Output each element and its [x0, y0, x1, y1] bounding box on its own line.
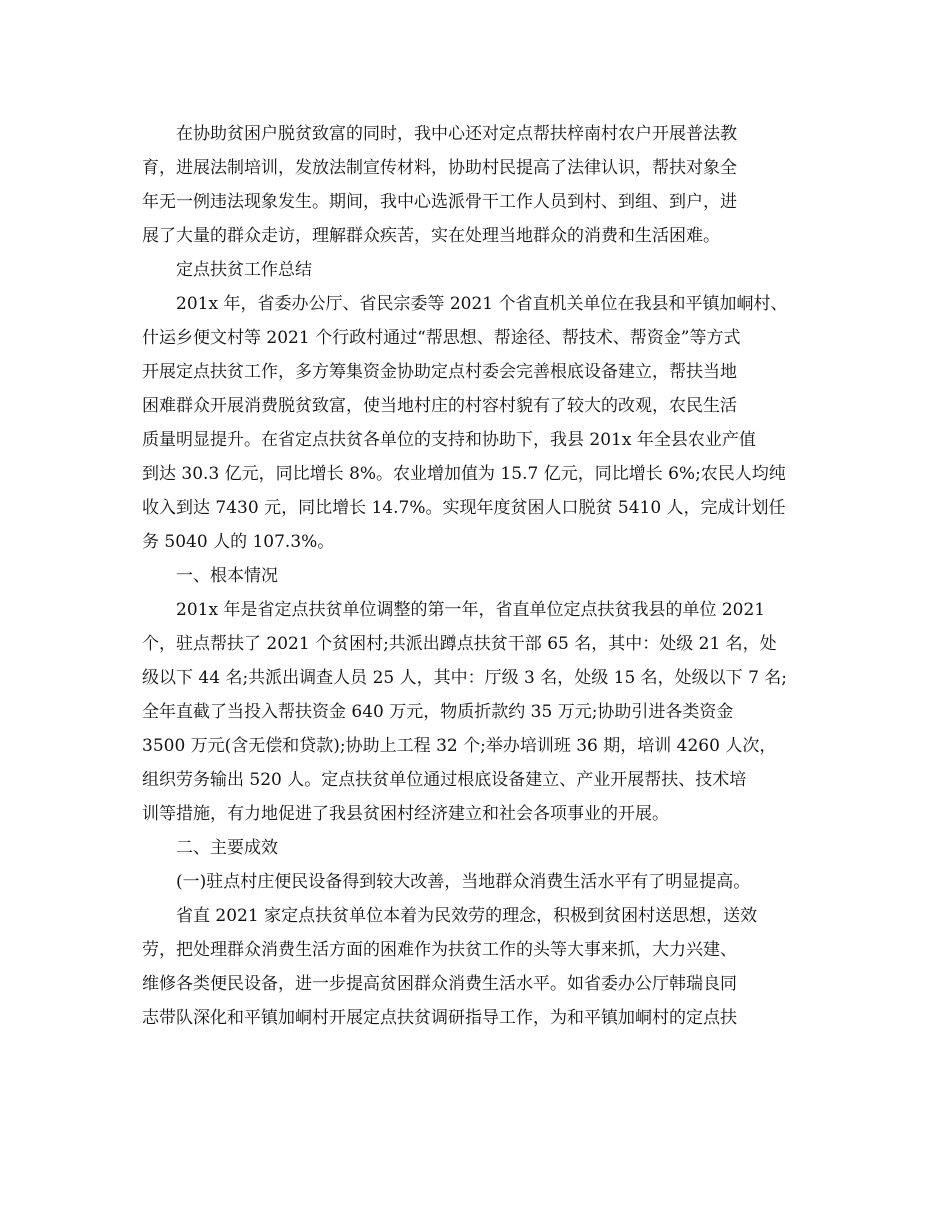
text-line: 在协助贫困户脱贫致富的同时，我中心还对定点帮扶梓南村农户开展普法教	[176, 124, 737, 144]
text-line: 年无一例违法现象发生。期间，我中心选派骨干工作人员到村、到组、到户，进	[142, 192, 737, 212]
section-heading: 一、根本情况	[176, 566, 278, 586]
text-line: 质量明显提升。在省定点扶贫各单位的支持和协助下，我县 201x 年全县农业产值	[142, 430, 756, 450]
text-line: 什运乡便文村等 2021 个行政村通过“帮思想、帮途径、帮技术、帮资金”等方式	[142, 328, 741, 348]
text-line: 全年直截了当投入帮扶资金 640 万元，物质折款约 35 万元;协助引进各类资金	[142, 702, 734, 722]
text-line: 到达 30.3 亿元，同比增长 8%。农业增加值为 15.7 亿元，同比增长 6%;农民人均纯	[142, 464, 786, 484]
text-line: 困难群众开展消费脱贫致富，使当地村庄的村容村貌有了较大的改观，农民生活	[142, 396, 737, 416]
document-body	[142, 117, 812, 1035]
text-line: 省直 2021 家定点扶贫单位本着为民效劳的理念，积极到贫困村送思想，送效	[176, 906, 758, 926]
text-line: 个，驻点帮扶了 2021 个贫困村;共派出蹲点扶贫干部 65 名，其中：处级 21 名，处	[142, 634, 777, 654]
text-line: 劳，把处理群众消费生活方面的困难作为扶贫工作的头等大事来抓，大力兴建、	[142, 940, 737, 960]
section-heading: 定点扶贫工作总结	[176, 260, 312, 280]
text-line: 务 5040 人的 107.3%。	[142, 532, 335, 552]
text-line: 展了大量的群众走访，理解群众疾苦，实在处理当地群众的消费和生活困难。	[142, 226, 720, 246]
text-line: 201x 年，省委办公厅、省民宗委等 2021 个省直机关单位在我县和平镇加峒村、	[176, 294, 788, 314]
text-line: 育，进展法制培训，发放法制宣传材料，协助村民提高了法律认识，帮扶对象全	[142, 158, 737, 178]
text-line: 201x 年是省定点扶贫单位调整的第一年，省直单位定点扶贫我县的单位 2021	[176, 600, 766, 620]
text-line: 维修各类便民设备，进一步提高贫困群众消费生活水平。如省委办公厅韩瑞良同	[142, 974, 737, 994]
text-line: 3500 万元(含无偿和贷款);协助上工程 32 个;举办培训班 36 期，培训 4260 人次，	[142, 736, 777, 756]
text-line: 开展定点扶贫工作，多方筹集资金协助定点村委会完善根底设备建立，帮扶当地	[142, 362, 737, 382]
text-line: 组织劳务输出 520 人。定点扶贫单位通过根底设备建立、产业开展帮扶、技术培	[142, 770, 747, 790]
text-line: 志带队深化和平镇加峒村开展定点扶贫调研指导工作，为和平镇加峒村的定点扶	[142, 1008, 737, 1028]
text-line: 训等措施，有力地促进了我县贫困村经济建立和社会各项事业的开展。	[142, 804, 669, 824]
text-line: 收入到达 7430 元，同比增长 14.7%。实现年度贫困人口脱贫 5410 人，完成计划任	[142, 498, 786, 518]
subsection-heading: (一)驻点村庄便民设备得到较大改善，当地群众消费生活水平有了明显提高。	[176, 872, 751, 892]
text-line: 级以下 44 名;共派出调查人员 25 人，其中：厅级 3 名，处级 15 名，处级以下 7 名;	[142, 668, 788, 688]
section-heading: 二、主要成效	[176, 838, 278, 858]
